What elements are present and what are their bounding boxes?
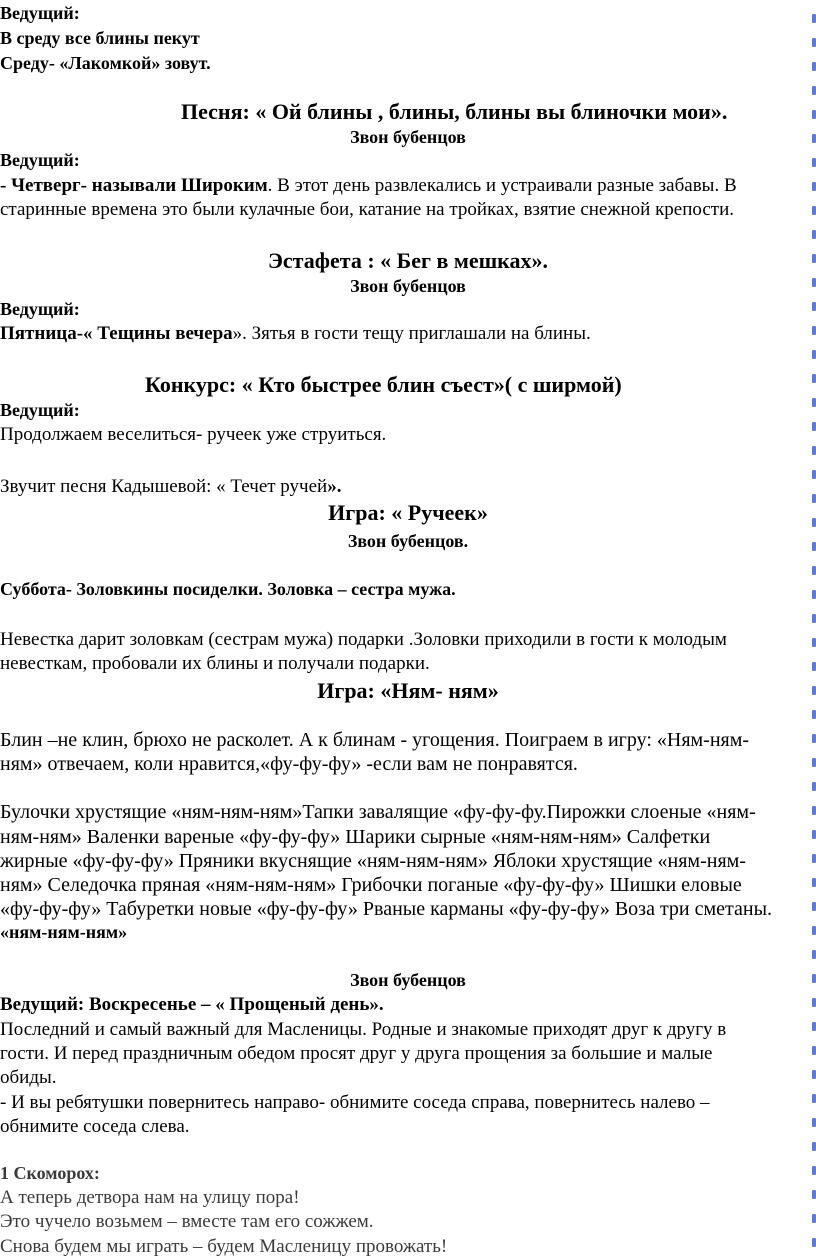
game-list-line: ням-ням» Валенки вареные «фу-фу-фу» Шарики сырные «ням-ням-ням» Салфетки [0,826,711,848]
paragraph-line: Продолжаем веселиться- ручеек уже струиться. [0,424,387,445]
paragraph-text: Звучит песня Кадышевой: « Течет ручей [0,476,328,497]
paragraph-line: Последний и самый важный для Масленицы. Родные и знакомые приходят друг к другу в [0,1019,727,1040]
bells-note: Звон бубенцов [350,276,466,296]
verse-line: Это чучело возьмем – вместе там его сожжем. [0,1211,374,1232]
bells-note: Звон бубенцов [350,127,466,147]
paragraph-line [0,324,591,343]
speaker-label: Ведущий: [0,299,80,319]
page-edge-marks [808,0,816,1259]
game-list-line: «фу-фу-фу» Табуретки новые «фу-фу-фу» Рваные карманы «фу-фу-фу» Воза три сметаны. [0,898,773,920]
game-list-line: ням» Селедочка пряная «ням-ням-ням» Грибочки поганые «фу-фу-фу» Шишки еловые [0,874,742,896]
paragraph-line: Блин –не клин, брюхо не расколет. А к блинам - угощения. Поиграем в игру: «Ням-ням- [0,729,750,751]
game-list-line: жирные «фу-фу-фу» Пряники вкуснящие «ням-ням-ням» Яблоки хрустящие «ням-ням- [0,850,746,872]
contest-heading: Конкурс: « Кто быстрее блин съест»( с ширмой) [145,372,622,397]
paragraph-line: невесткам, пробовали их блины и получали подарки. [0,653,430,674]
paragraph-text: . В этот день развлекались и устраивали разные забавы. В [267,175,737,196]
speaker-label: 1 Скоморох: [0,1163,100,1183]
paragraph-line: Невестка дарит золовкам (сестрам мужа) подарки .Золовки приходили в гости к молодым [0,629,727,650]
speaker-label: Ведущий: [0,400,80,420]
bells-note: Звон бубенцов [350,970,466,990]
game-list-line: Булочки хрустящие «ням-ням-ням»Тапки завалящие «фу-фу-фу.Пирожки слоеные «ням- [0,801,756,823]
speaker-label: Ведущий: [0,150,80,170]
paragraph-line: гости. И перед праздничным обедом просят друг у друга прощения за большие и малые [0,1043,713,1064]
day-name: - Четверг- называли Широким [0,175,268,196]
game-heading: Игра: « Ручеек» [328,500,488,525]
day-heading: Суббота- Золовкины посиделки. Золовка – сестра мужа. [0,579,456,599]
verse-line: А теперь детвора нам на улицу пора! [0,1187,300,1208]
paragraph-line: ням» отвечаем, коли нравится,«фу-фу-фу» -если вам не понравятся. [0,753,578,775]
speaker-day-heading: Ведущий: Воскресенье – « Прощеный день». [0,994,384,1015]
verse-line: Среду- «Лакомкой» зовут. [0,53,211,73]
verse-line: В среду все блины пекут [0,28,200,48]
bells-note: Звон бубенцов. [347,531,469,551]
speaker-label: Ведущий: [0,3,80,23]
paragraph-line: - И вы ребятушки повернитесь направо- обнимите соседа справа, повернитесь налево – [0,1092,710,1113]
paragraph-line [0,477,341,496]
paragraph-line: обнимите соседа слева. [0,1116,190,1137]
verse-line: Снова будем мы играть – будем Масленицу провожать! [0,1236,448,1257]
day-name: Пятница-« Тещины вечера [0,323,233,344]
relay-heading: Эстафета : « Бег в мешках». [268,248,548,273]
paragraph-text: ». Зятья в гости тещу приглашали на блины. [232,323,591,344]
paragraph-line [0,176,737,195]
quote-end: ». [327,476,342,497]
game-heading: Игра: «Ням- ням» [317,678,499,703]
paragraph-line: старинные времена это были кулачные бои, катание на тройках, взятие снежной крепости. [0,199,735,220]
song-heading: Песня: « Ой блины , блины, блины вы блиночки мои». [181,99,728,124]
paragraph-line: обиды. [0,1067,57,1088]
game-list-line: «ням-ням-ням» [0,922,128,942]
